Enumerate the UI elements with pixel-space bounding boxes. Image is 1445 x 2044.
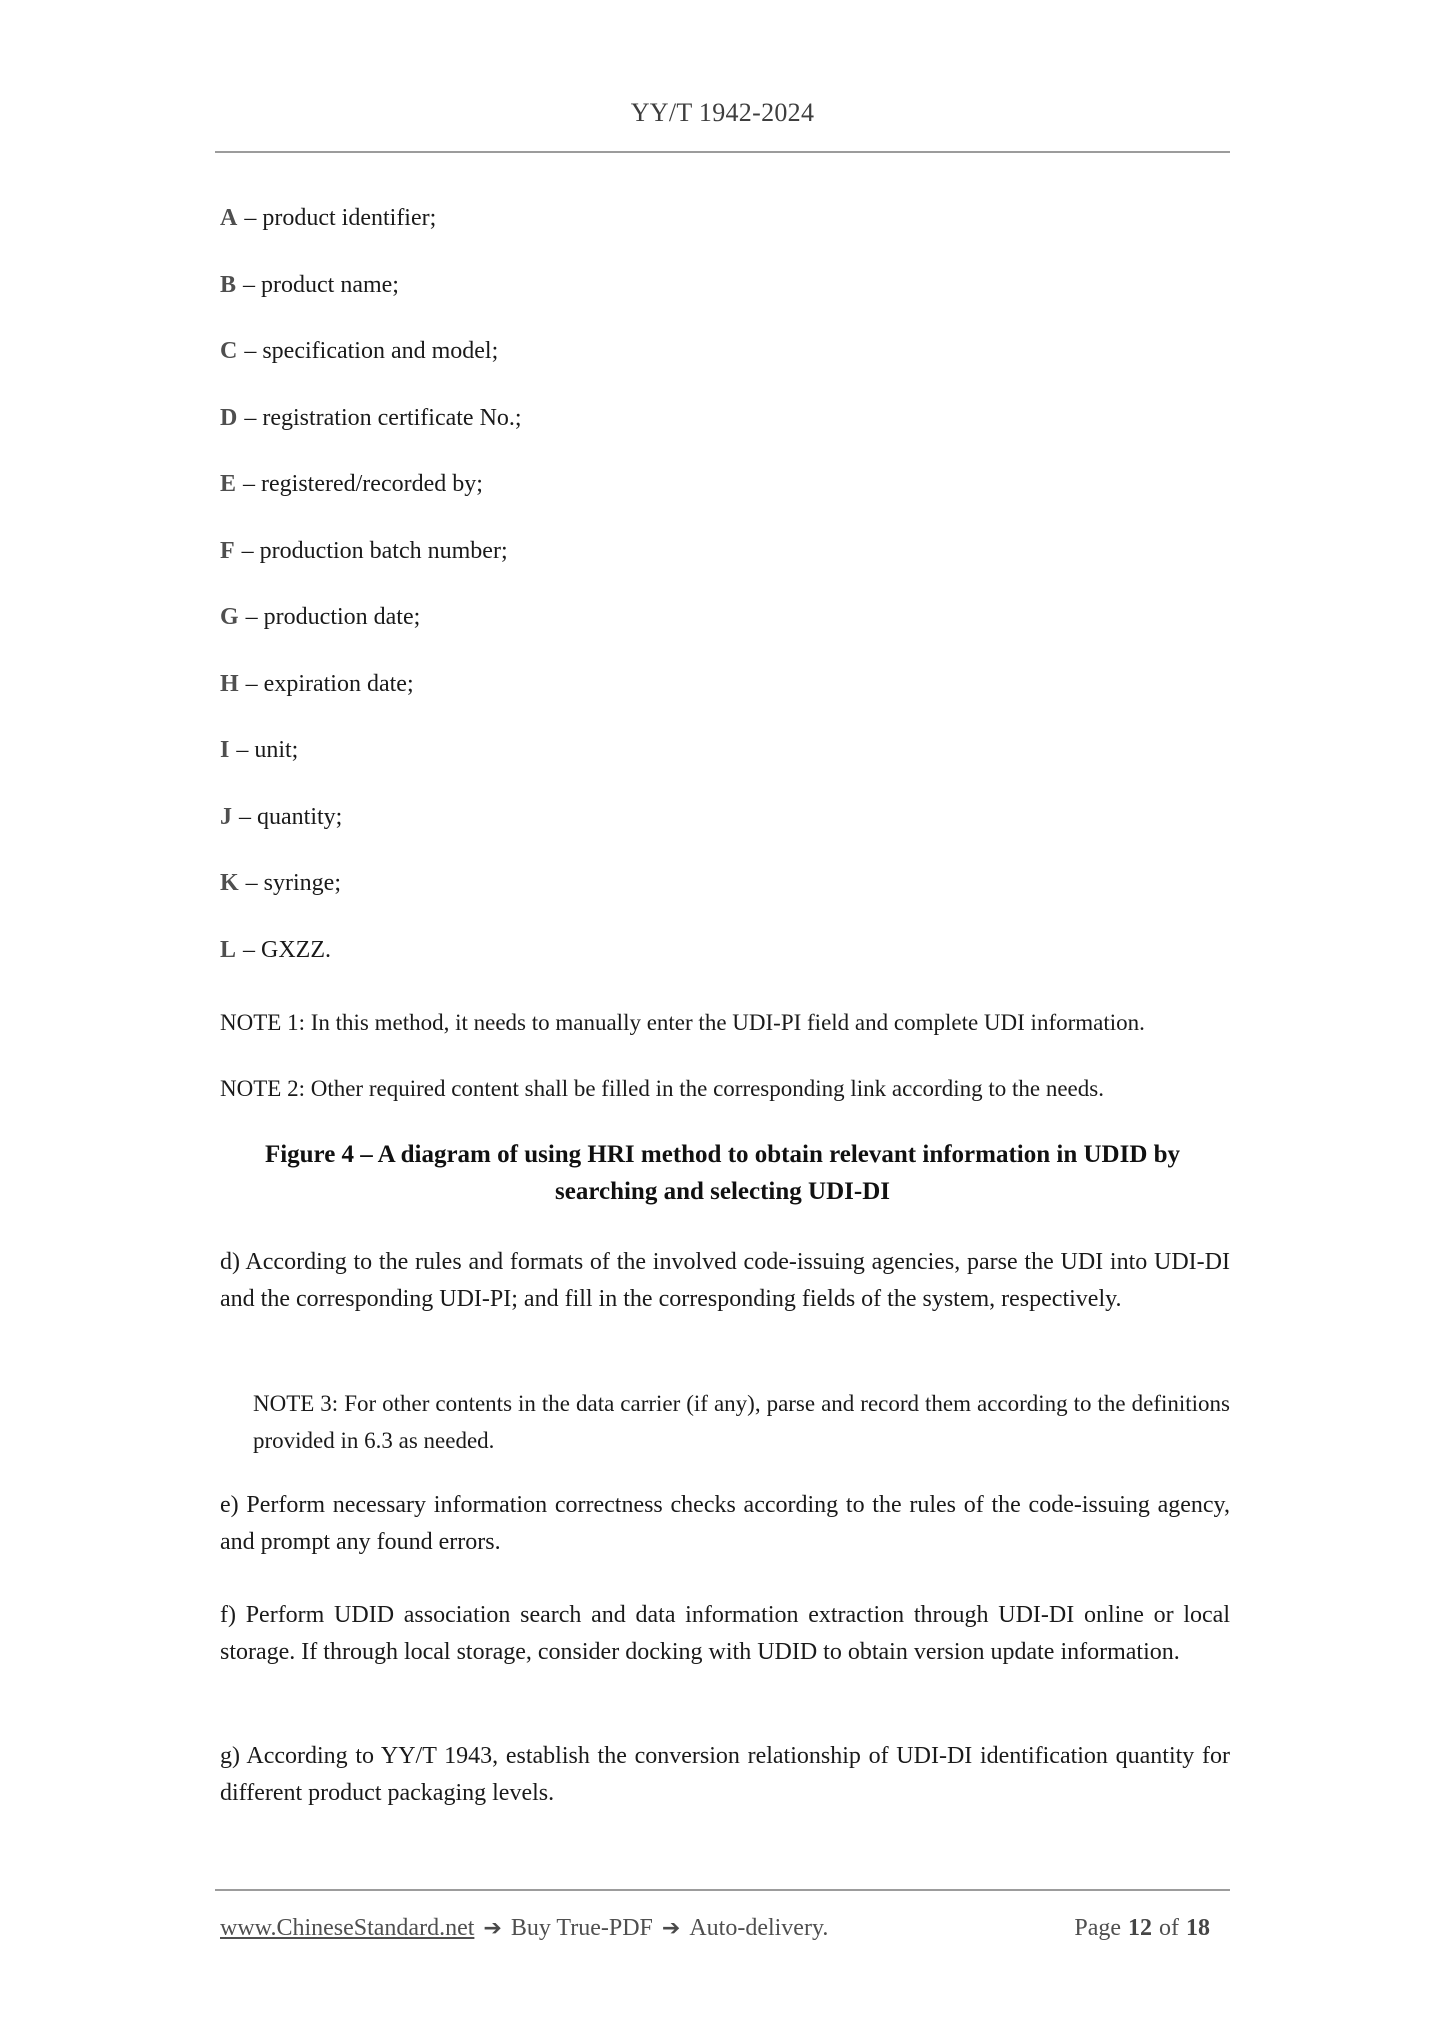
footer-source-line (220, 1910, 828, 1947)
legend-desc: – production date; (245, 604, 421, 630)
legend-key: K (220, 870, 239, 896)
legend-key: F (220, 537, 235, 564)
page-footer (220, 1910, 1230, 1947)
legend-item (220, 200, 1230, 236)
figure-caption-line-2: searching and selecting UDI-DI (555, 1178, 890, 1205)
legend-key: H (220, 670, 239, 697)
legend-desc: – product name; (243, 271, 399, 298)
legend-key: J (220, 803, 232, 830)
paragraph-f: f) Perform UDID association search and data information extraction through UDI-DI online or local storage. If through local storage, consider docking with UDID to obtain version update information. (220, 1602, 1230, 1665)
legend-item (220, 400, 1230, 436)
legend-desc: – product identifier; (244, 205, 437, 231)
legend-key: B (220, 271, 237, 298)
legend-desc: – GXZZ. (243, 936, 331, 963)
legend-desc: – registration certificate No.; (244, 404, 522, 431)
legend-item (220, 466, 1230, 502)
legend-desc: – production batch number; (241, 537, 508, 564)
note-1: NOTE 1: In this method, it needs to manually enter the UDI-PI field and complete UDI information. (220, 1010, 1145, 1035)
page-total: 18 (1186, 1915, 1210, 1941)
legend-desc: – expiration date; (245, 670, 414, 697)
page-header-standard-code: YY/T 1942-2024 (630, 98, 815, 127)
legend-item (220, 932, 1230, 968)
page-label: Page (1074, 1915, 1121, 1941)
paragraph-e: e) Perform necessary information correctness checks according to the rules of the code-issuing agency, and prompt any found errors. (220, 1492, 1230, 1555)
legend-item (220, 599, 1230, 635)
legend-desc: – unit; (236, 737, 299, 763)
footer-action-delivery: Auto-delivery. (689, 1915, 829, 1941)
paragraph-g: g) According to YY/T 1943, establish the conversion relationship of UDI-DI identification quantity for different product packaging levels. (220, 1743, 1230, 1806)
legend-key: D (220, 404, 238, 431)
note-2: NOTE 2: Other required content shall be filled in the corresponding link according to the needs. (220, 1076, 1104, 1101)
legend-item (220, 799, 1230, 835)
legend-item (220, 333, 1230, 369)
legend-key: I (220, 737, 230, 763)
footer-action-buy: Buy True-PDF (510, 1915, 653, 1941)
legend-key: G (220, 604, 239, 630)
site-link[interactable]: www.ChineseStandard.net (220, 1915, 475, 1941)
legend-desc: – registered/recorded by; (243, 471, 483, 497)
legend-item (220, 865, 1230, 901)
page-current: 12 (1128, 1915, 1152, 1941)
legend-key: C (220, 338, 238, 364)
legend-item (220, 267, 1230, 303)
legend-item (220, 732, 1230, 768)
legend-desc: – syringe; (245, 870, 341, 896)
figure-4-caption (217, 1136, 1228, 1210)
legend-key: E (220, 471, 237, 497)
note-3: NOTE 3: For other contents in the data carrier (if any), parse and record them according to the definitions provided in 6.3 as needed. (253, 1391, 1230, 1453)
right-arrow-icon: ➔ (661, 1916, 681, 1941)
footer-divider (215, 1889, 1230, 1891)
paragraph-d: d) According to the rules and formats of the involved code-issuing agencies, parse the UDI into UDI-DI and the corresponding UDI-PI; and fill in the corresponding fields of the system, respectively. (220, 1249, 1230, 1312)
page-number-indicator (1074, 1910, 1230, 1946)
right-arrow-icon: ➔ (483, 1916, 502, 1941)
header-divider (215, 151, 1230, 153)
legend-item (220, 666, 1230, 702)
page-of-label: of (1159, 1915, 1179, 1941)
legend-desc: – quantity; (239, 803, 343, 830)
legend-desc: – specification and model; (244, 338, 499, 364)
legend-key: A (220, 205, 238, 231)
legend-key: L (220, 936, 237, 963)
figure-caption-line-1: Figure 4 – A diagram of using HRI method to obtain relevant information in UDID by (264, 1141, 1181, 1168)
legend-item (220, 533, 1230, 569)
legend-list (220, 200, 1230, 998)
